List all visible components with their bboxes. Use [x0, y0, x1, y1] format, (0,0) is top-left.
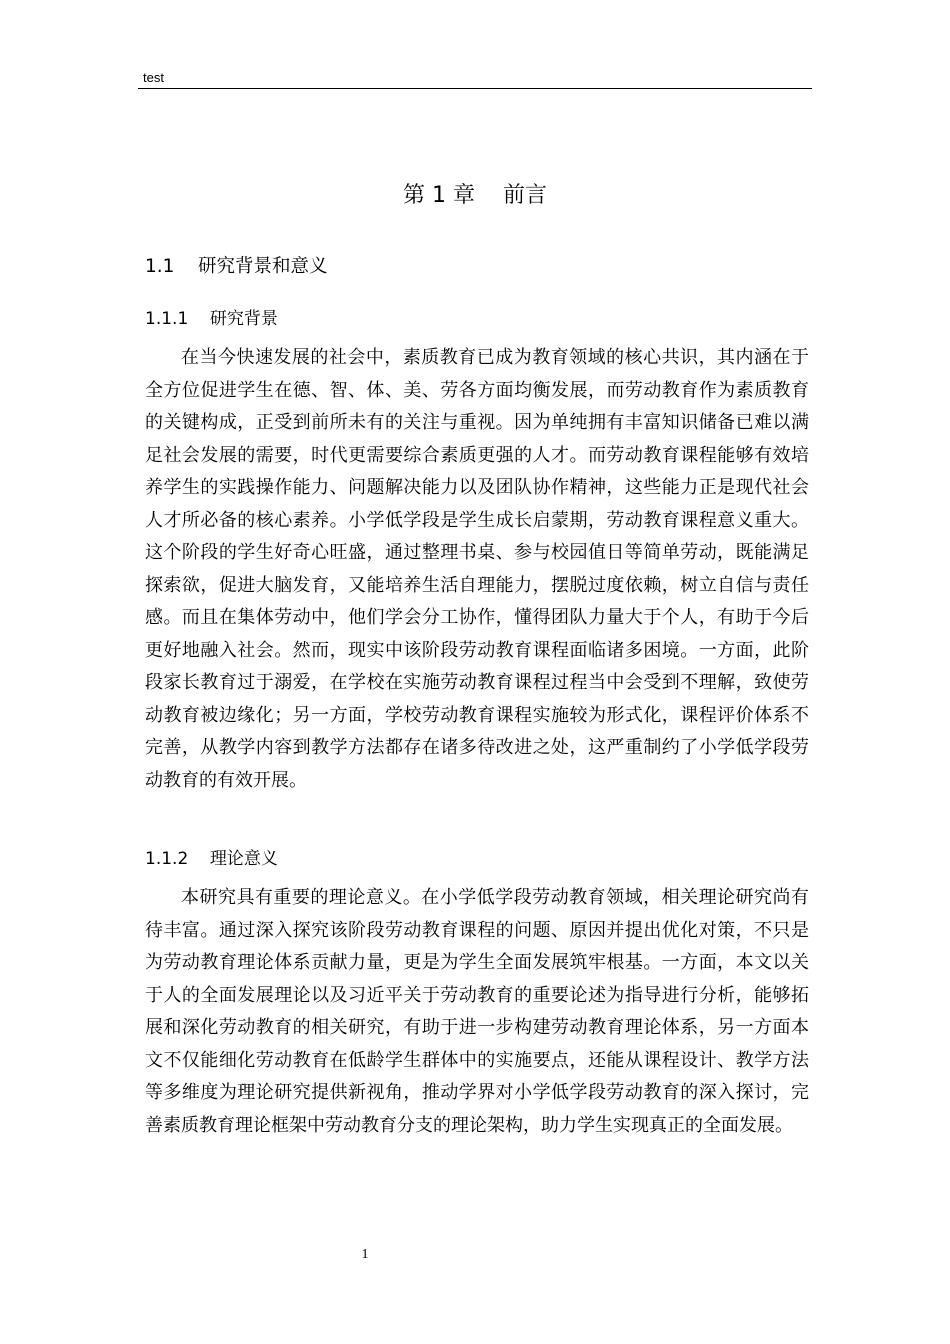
subsection-heading-theory: 1.1.2 理论意义 — [145, 849, 278, 869]
paragraph-background: 在当今快速发展的社会中，素质教育已成为教育领域的核心共识，其内涵在于全方位促进学生在德、智、体、美、劳各方面均衡发展，而劳动教育作为素质教育的关键构成，正受到前所未有的关注与重视。因为单纯拥有丰富知识储备已难以满足社会发展的需要，时代更需要综合素质更强的人才。而劳动教育课程能够有效培养学生的实践操作能力、问题解决能力以及团队协作精神，这些能力正是现代社会人才所必备的核心素养。小学低学段是学生成长启蒙期，劳动教育课程意义重大。这个阶段的学生好奇心旺盛，通过整理书桌、参与校园值日等简单劳动，既能满足探索欲，促进大脑发育，又能培养生活自理能力，摆脱过度依赖，树立自信与责任感。而且在集体劳动中，他们学会分工协作，懂得团队力量大于个人，有助于今后更好地融入社会。然而，现实中该阶段劳动教育课程面临诸多困境。一方面，此阶段家长教育过于溺爱，在学校在实施劳动教育课程过程当中会受到不理解，致使劳动教育被边缘化；另一方面，学校劳动教育课程实施较为形式化，课程评价体系不完善，从教学内容到教学方法都存在诸多待改进之处，这严重制约了小学低学段劳动教育的有效开展。 — [145, 347, 809, 791]
page-number: 1 — [361, 1247, 369, 1262]
page-header-text: test — [143, 70, 164, 85]
header-divider — [138, 88, 812, 89]
section-heading: 1.1 研究背景和意义 — [145, 256, 328, 277]
chapter-title: 第 1 章 前言 — [403, 183, 547, 208]
paragraph-theory: 本研究具有重要的理论意义。在小学低学段劳动教育领域，相关理论研究尚有待丰富。通过深入探究该阶段劳动教育课程的问题、原因并提出优化对策，不只是为劳动教育理论体系贡献力量，更是为学生全面发展筑牢根基。一方面，本文以关于人的全面发展理论以及习近平关于劳动教育的重要论述为指导进行分析，能够拓展和深化劳动教育的相关研究，有助于进一步构建劳动教育理论体系，另一方面本文不仅能细化劳动教育在低龄学生群体中的实施要点，还能从课程设计、教学方法等多维度为理论研究提供新视角，推动学界对小学低学段劳动教育的深入探讨，完善素质教育理论框架中劳动教育分支的理论架构，助力学生实现真正的全面发展。 — [145, 887, 809, 1136]
subsection-heading-background: 1.1.1 研究背景 — [145, 309, 278, 329]
